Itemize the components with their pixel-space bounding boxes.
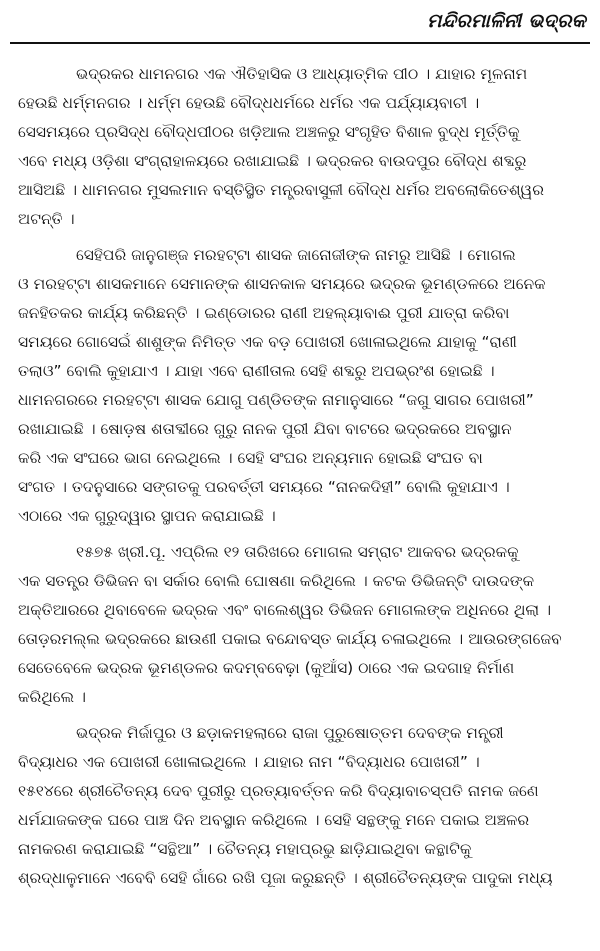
running-title: ମନ୍ଦିରମାଳିନୀ ଭଦ୍ରକ [427,10,586,32]
text-line: ଅଟନ୍ତି । [18,210,75,228]
text-line: ଭଦ୍ରକ ମିର୍ଜାପୁର ଓ ଛଡ଼ାକମହଲାରେ ରାଜା ପୁରୁଷୋତ୍ତମ ଦେବଙ୍କ ମନ୍ତ୍ରୀ [76,724,504,742]
text-line: ଏଠାରେ ଏକ ଗୁରୁଦ୍ୱାର ସ୍ଥାପନ କରାଯାଇଛି । [18,507,276,525]
paragraph-dhamnagar [18,60,582,234]
text-line: କରିଥିଲେ । [18,688,86,706]
text-line: ସେସମୟରେ ପ୍ରସିଦ୍ଧ ବୌଦ୍ଧପୀଠର ଖଡ଼ିଆଲ ଅଞ୍ଚଳରୁ ସଂଗୃହିତ ବିଶାଳ ବୁଦ୍ଧ ମୂର୍ତ୍ତିକୁ [18,123,520,141]
text-line: ଆସିଅଛି । ଧାମନଗର ମୁସଲମାନ ବସ୍ତିସ୍ଥିତ ମନ୍ତ୍ରବାସୁଳୀ ବୌଦ୍ଧ ଧର୍ମର ଅବଲୋକିତେଶ୍ୱର [18,181,544,199]
text-line: ଧର୍ମଯାଜକଙ୍କ ଘରେ ପାଞ୍ଚ ଦିନ ଅବସ୍ଥାନ କରିଥିଲେ । ସେହି ସନ୍ଥଙ୍କୁ ମନେ ପକାଇ ଅଞ୍ଚଳର [18,811,530,829]
header-rule [10,42,590,44]
text-line: ସମୟରେ ଗୋସେଇଁ ଶାଶୁଙ୍କ ନିମିତ୍ତ ଏକ ବଡ଼ ପୋଖରୀ ଖୋଳାଇଥିଲେ ଯାହାକୁ “ରାଣୀ [18,333,517,351]
text-line: ତଲାଓ” ବୋଲି କୁହାଯାଏ । ଯାହା ଏବେ ରାଣୀତାଲ ସେହି ଶବ୍ଦରୁ ଅପଭ୍ରଂଶ ହୋଇଛି । [18,362,495,380]
text-line: ହେଉଛି ଧର୍ମ୍ମନଗର । ଧର୍ମ୍ମ ହେଉଛି ବୌଦ୍ଧଧର୍ମରେ ଧର୍ମର ଏକ ପର୍ଯ୍ୟାୟବାଚୀ । [18,94,480,112]
paragraph-akbar [18,538,582,712]
text-line: ଏବେ ମଧ୍ୟ ଓଡ଼ିଶା ସଂଗ୍ରାହାଳୟରେ ରଖାଯାଇଛି । ଭଦ୍ରକର ବାଉଦପୁର ବୌଦ୍ଧ ଶବ୍ଦରୁ [18,152,527,170]
text-line: ସେତେବେଳେ ଭଦ୍ରକ ଭୂମଣ୍ଡଳର କଦମ୍ବବେଢ଼ା (କୁଆଁସ) ଠାରେ ଏକ ଇଦଗାହ ନିର୍ମାଣ [18,659,515,677]
text-line: ଶ୍ରଦ୍ଧାଳୁମାନେ ଏବେବି ସେହି ଗାଁରେ ରଖି ପୂଜା କରୁଛନ୍ତି । ଶ୍ରୀଚୈତନ୍ୟଙ୍କ ପାଦୁକା ମଧ୍ୟ [18,869,553,887]
paragraph-mirzapur [18,719,582,893]
text-line: ନାମକରଣ କରାଯାଇଛି “ସନ୍ଥିଆ” । ଚୈତନ୍ୟ ମହାପ୍ରଭୁ ଛାଡ଼ିଯାଇଥିବା କନ୍ଥାଟିକୁ [18,840,472,858]
page-header [0,0,600,44]
text-line: ଭଦ୍ରକର ଧାମନଗର ଏକ ଐତିହାସିକ ଓ ଆଧ୍ୟାତ୍ମିକ ପୀଠ । ଯାହାର ମୂଳନାମ [76,65,528,83]
text-line: ଧାମନଗରରେ ମରହଟ୍ଟା ଶାସକ ଯୋଗୁ ପଣ୍ଡିତଙ୍କ ନାମାନୁସାରେ “ଜଗୁ ସାଗର ପୋଖରୀ” [18,391,534,409]
body-text [18,60,582,893]
text-line: ଓ ମରହଟ୍ଟା ଶାସକମାନେ ସେମାନଙ୍କ ଶାସନକାଳ ସମୟରେ ଭଦ୍ରକ ଭୂମଣ୍ଡଳରେ ଅନେକ [18,275,546,293]
text-line: ସେହିପରି ଜାନୁଗଞ୍ଜ ମରହଟ୍ଟା ଶାସକ ଜାନୋଜୀଙ୍କ ନାମରୁ ଆସିଛି । ମୋଗଲ [76,246,516,264]
text-line: ଏକ ସତନ୍ତ୍ର ଡିଭିଜନ ବା ସର୍କାର ବୋଲି ଘୋଷଣା କରିଥିଲେ । କଟକ ଡିଭିଜନ୍‌ଟି ଦାଉଦଙ୍କ [18,572,535,590]
text-line: ରଖାଯାଇଛି । ଷୋଡ଼ଷ ଶତାବ୍ଦୀରେ ଗୁରୁ ନାନକ ପୁରୀ ଯିବା ବାଟରେ ଭଦ୍ରକରେ ଅବସ୍ଥାନ [18,420,512,438]
paragraph-janugunj [18,241,582,531]
text-line: ୧୫୧୪ରେ ଶ୍ରୀଚୈତନ୍ୟ ଦେବ ପୁରୀରୁ ପ୍ରତ୍ୟାବର୍ତ୍ତନ କରି ବିଦ୍ୟାବାଚସ୍ପତି ନାମକ ଜଣେ [18,782,539,800]
text-line: କରି ଏକ ସଂଘରେ ଭାଗ ନେଇଥିଲେ । ସେହି ସଂଘର ଅନ୍ୟମାନ ହୋଇଛି ସଂଘତ ବା [18,449,483,467]
text-line: ବିଦ୍ୟାଧର ଏକ ପୋଖରୀ ଖୋଳାଇଥିଲେ । ଯାହାର ନାମ “ବିଦ୍ୟାଧର ପୋଖରୀ” । [18,753,480,771]
text-line: ଅକ୍ତିଆରରେ ଥିବାବେଳେ ଭଦ୍ରକ ଏବଂ ବାଲେଶ୍ୱର ଡିଭିଜନ ମୋଗଲଙ୍କ ଅଧିନରେ ଥିଲା । [18,601,552,619]
text-line: ସଂଗତ । ତଦନୁସାରେ ସଙ୍ଗତକୁ ପରବର୍ତ୍ତୀ ସମୟରେ “ନାନକଦିହୀ” ବୋଲି କୁହାଯାଏ । [18,478,510,496]
text-line: ୧୫୭୫ ଖ୍ରୀ.ପୂ. ଏପ୍ରିଲ ୧୨ ତାରିଖରେ ମୋଗଲ ସମ୍ରାଟ ଆକବର ଭଦ୍ରକକୁ [76,543,519,561]
text-line: ଜନହିତକର କାର୍ଯ୍ୟ କରିଛନ୍ତି । ଇଣ୍ଡୋରର ରାଣୀ ଅହଲ୍ୟାବାଈ ପୁରୀ ଯାତ୍ରା କରିବା [18,304,510,322]
text-line: ତୋଡ଼ରମଲ୍ଲ ଭଦ୍ରକରେ ଛାଉଣୀ ପକାଇ ବନ୍ଦୋବସ୍ତ କାର୍ଯ୍ୟ ଚଳାଇଥିଲେ । ଆଉରଙ୍ଗଜେବ [18,630,562,648]
